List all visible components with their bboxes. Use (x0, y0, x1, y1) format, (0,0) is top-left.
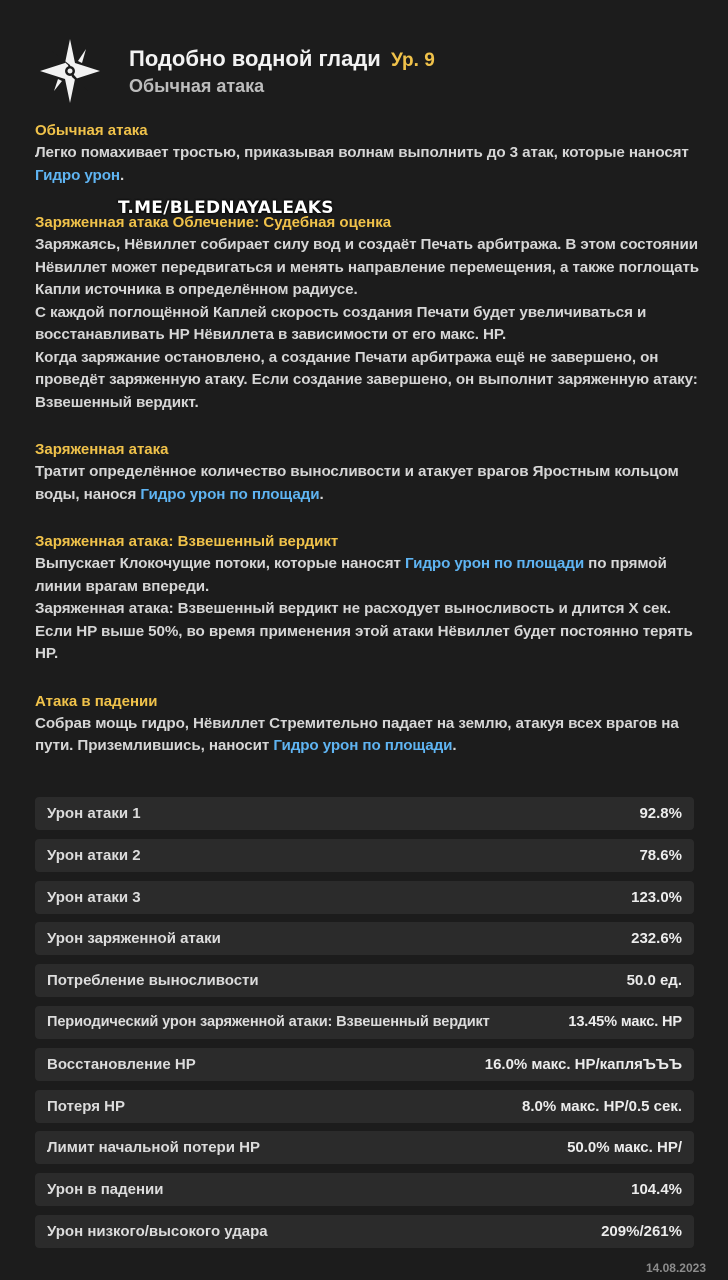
body-text: по прямой линии врагам впереди. (35, 555, 667, 595)
body-text: Собрав мощь гидро, Нёвиллет Стремительно падает на землю, атакуя всех врагов на пути. Приземлившись, наносит (35, 714, 679, 754)
body-text: Легко помахивает тростью, приказывая волнам выполнить до 3 атак, которые наносят (35, 144, 689, 161)
talent-name: Подобно водной глади (129, 46, 381, 71)
body-text: Когда заряжание остановлено, а создание Печати арбитража ещё не завершено, он проведёт заряженную атаку. Если создание завершено, он выполнит заряженную атаку: Взвешенный вердикт. (35, 348, 698, 411)
stat-value: 78.6% (639, 846, 682, 864)
stat-value: 104.4% (631, 1181, 682, 1199)
stat-value: 50.0% макс. HP/ (567, 1139, 682, 1157)
body-text: С каждой поглощённой Каплей скорость создания Печати будет увеличиваться и восстанавливать HP Нёвиллета в зависимости от его макс. HP. (35, 303, 647, 343)
stat-value: 92.8% (639, 805, 682, 822)
talent-type: Обычная атака (129, 76, 265, 96)
section-title: Атака в падении (35, 692, 158, 710)
body-text: . (452, 737, 457, 754)
section-body (35, 142, 705, 187)
stat-row (35, 1173, 694, 1206)
section-1 (35, 121, 705, 187)
stat-label: Потеря HP (47, 1097, 125, 1115)
stat-label: Восстановление HP (47, 1055, 196, 1073)
stat-label: Урон в падении (47, 1181, 164, 1199)
stat-row (35, 797, 694, 830)
stat-value: 209%/261% (601, 1222, 682, 1240)
talent-description (35, 121, 705, 784)
body-text: Заряженная атака: Взвешенный вердикт не расходует выносливость и длится X сек. (35, 600, 672, 617)
stat-label: Урон заряженной атаки (47, 930, 221, 948)
section-4 (35, 532, 705, 666)
section-body (35, 234, 705, 414)
body-text: Заряжаясь, Нёвиллет собирает силу вод и создаёт Печать арбитража. В этом состоянии Нёвиллет может передвигаться и менять направление перемещения, а также поглощать Капли источника в определённом радиусе. (35, 236, 700, 298)
body-text: Тратит определённое количество выносливости и атакует врагов Яростным кольцом воды, нанося (35, 463, 679, 503)
talent-title (129, 46, 435, 72)
stat-value: 13.45% макс. HP (568, 1014, 682, 1031)
star-compass-emblem-icon (38, 37, 102, 105)
talent-stats-table (35, 797, 694, 1257)
stat-value: 123.0% (631, 888, 682, 906)
talent-level: Ур. 9 (390, 50, 435, 71)
stat-value: 232.6% (631, 930, 682, 948)
body-text: . (119, 166, 125, 184)
section-body (35, 553, 705, 666)
hydro-damage-term: Гидро урон по площади (140, 485, 320, 503)
section-3 (35, 440, 705, 506)
hydro-damage-term: Гидро урон (35, 166, 120, 184)
stat-row (35, 1048, 694, 1081)
stat-value: 16.0% макс. HP/капляЪЪЪ (484, 1055, 682, 1073)
stat-row (35, 1090, 694, 1123)
stat-row (35, 1215, 694, 1248)
stat-value: 50.0 ед. (626, 972, 682, 990)
stat-label: Урон атаки 1 (47, 805, 141, 822)
body-text: Если HP выше 50%, во время применения этой атаки Нёвиллет будет постоянно терять HP. (35, 622, 693, 662)
section-5 (35, 692, 705, 758)
section-title: Заряженная атака: Взвешенный вердикт (35, 533, 339, 550)
body-text: Выпускает Клокочущие потоки, которые наносят (35, 555, 405, 572)
section-body (35, 713, 705, 758)
stat-row (35, 881, 694, 914)
stat-label: Лимит начальной потери HP (47, 1139, 260, 1157)
section-body (35, 461, 705, 506)
section-2 (35, 213, 705, 414)
section-title: Заряженная атака Облечение: Судебная оценка (35, 214, 392, 231)
hydro-damage-term: Гидро урон по площади (404, 555, 585, 572)
stat-row (35, 922, 694, 955)
stat-row (35, 1131, 694, 1164)
stat-label: Урон атаки 3 (47, 888, 141, 906)
talent-header (0, 0, 728, 115)
stat-label: Урон атаки 2 (47, 846, 141, 864)
section-title: Заряженная атака (35, 441, 169, 458)
watermark: T.ME/BLEDNAYALEAKS (118, 198, 334, 218)
stat-label: Урон низкого/высокого удара (47, 1222, 268, 1240)
stat-value: 8.0% макс. HP/0.5 сек. (522, 1097, 682, 1115)
stat-row (35, 1006, 694, 1039)
section-title: Обычная атака (35, 122, 148, 139)
hydro-damage-term: Гидро урон по площади (273, 737, 453, 754)
stat-row (35, 964, 694, 997)
date-stamp: 14.08.2023 (645, 1261, 706, 1275)
body-text: . (319, 485, 324, 503)
stat-row (35, 839, 694, 872)
stat-label: Потребление выносливости (47, 972, 259, 990)
stat-label: Периодический урон заряженной атаки: Взвешенный вердикт (47, 1014, 490, 1031)
